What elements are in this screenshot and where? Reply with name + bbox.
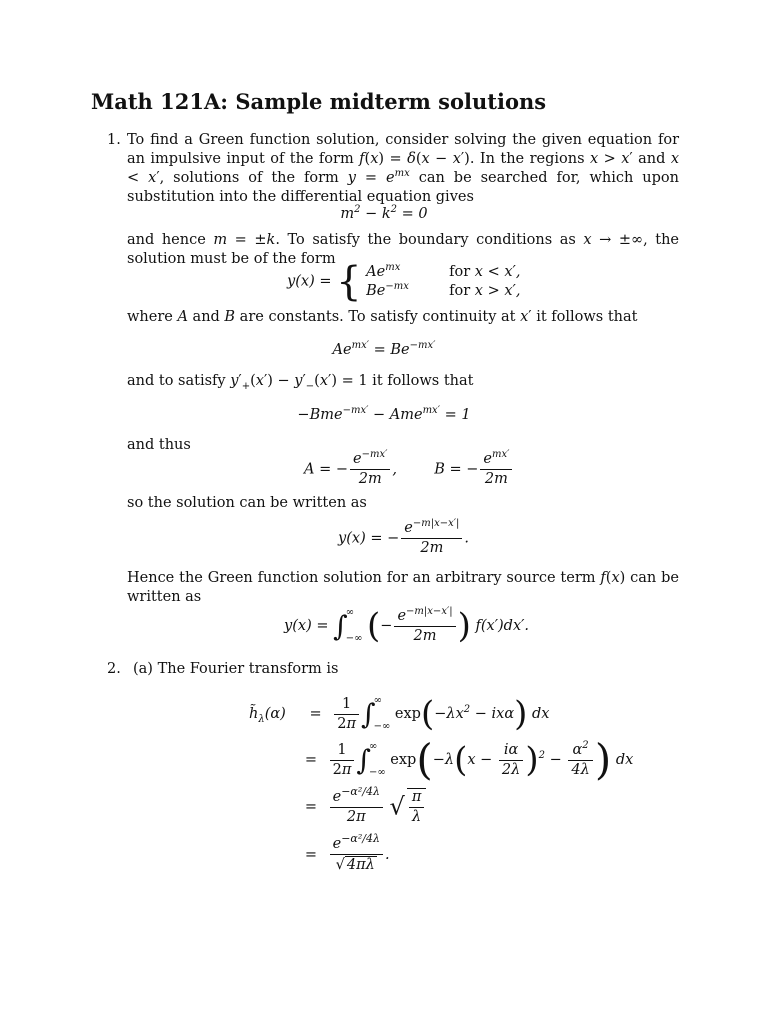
problem-1-number: 1. (107, 132, 121, 148)
equation-fourier-line-1: $h̃_\lambda(\alpha)$ = $\frac{1}{2\pi}$ ∫ ∞ −∞ $\exp(-\lambda x^2 - ix\alpha)$ dx (249, 694, 550, 734)
equation-piecewise-solution: y(x) = { $Ae^{mx}$ for x < x′, $Be^{-mx}$ for x > x′, (287, 259, 521, 305)
problem-1-paragraph-4: and to satisfy $y'_+(x') - y'_-(x') = 1$ it follows that (127, 373, 474, 392)
problem-2-number: 2. (107, 661, 121, 677)
equation-characteristic: $m^2 - k^2 = 0$ (340, 204, 428, 222)
problem-1-paragraph-5: and thus (127, 437, 191, 453)
equation-jump-condition: −Bme$^{-mx'}$ − Ame$^{mx'}$ = 1 (297, 405, 471, 423)
problem-1-paragraph-2: and hence m = ±k. To satisfy the boundary conditions as x → ±∞, the solution must be of the form (127, 232, 680, 267)
problem-2-part-a: (a) The Fourier transform is (133, 661, 339, 677)
equation-green-function: y(x) = − $\frac{e^{-m|x-x'|}}{2m}$ . (338, 518, 470, 556)
equation-fourier-line-2: = $\frac{1}{2\pi}$ ∫ ∞ −∞ exp(−λ(x − $\frac{i\alpha}{2\lambda}$ )$^2$ − $\frac{\alpha^2}{4\lambda}$ ) dx (304, 735, 634, 784)
equation-general-solution: y(x) = ∫ ∞ −∞ (− $\frac{e^{-m|x-x'|}}{2m}$ ) f(x′)dx′. (284, 605, 530, 646)
equation-fourier-line-4: = $\frac{e^{-\alpha^2/4\lambda}}{√ 4\pi\lambda}$ . (304, 832, 390, 873)
equation-fourier-line-3: = $\frac{e^{-\alpha^2/4\lambda}}{2\pi}$ √ $\frac{\pi}{\lambda}$ (299, 788, 428, 826)
equation-continuity: $Ae^{mx'} = Be^{-mx'}$ (332, 340, 436, 358)
page-title: Math 121A: Sample midterm solutions (91, 89, 547, 114)
problem-1-paragraph-3: where A and B are constants. To satisfy continuity at x′ it follows that (127, 309, 638, 325)
equation-constants: A = − $\frac{e^{-mx'}}{2m}$ , B = − $\frac{e^{mx'}}{2m}$ (304, 451, 514, 488)
problem-1-paragraph-7: Hence the Green function solution for an arbitrary source term f(x) can be written as (127, 570, 680, 605)
problem-1-paragraph-6: so the solution can be written as (127, 495, 367, 511)
problem-1-paragraph-1: To find a Green function solution, consider solving the given equation for an impulsive input of the form f(x) = δ(x − x′). In the regions x > x′ and x < x′, solutions of the form $y = e^{mx}$ can be searched for, which upon substitution into the differential equation gives (127, 132, 679, 205)
